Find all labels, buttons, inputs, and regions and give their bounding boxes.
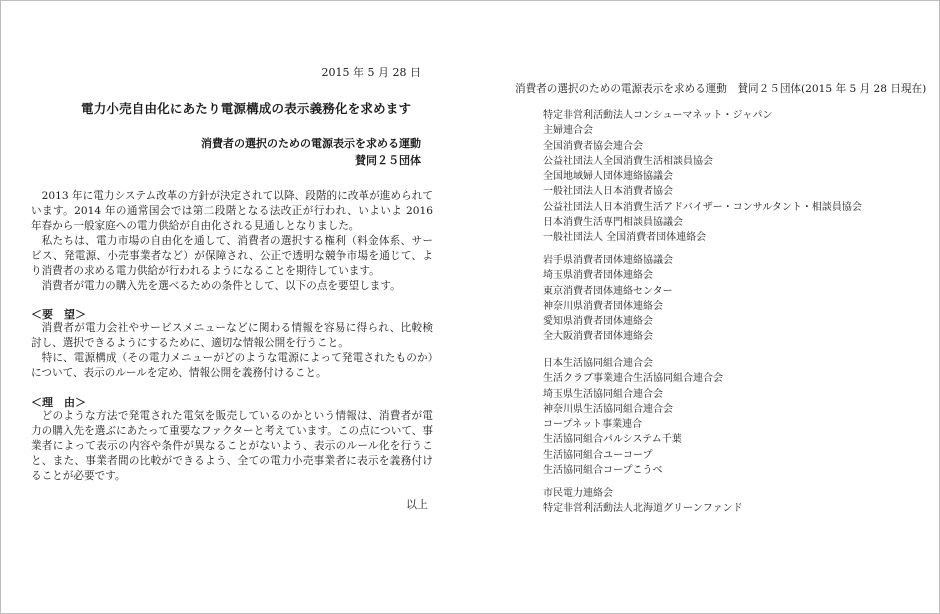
intro-paragraph: 消費者が電力の購入先を選べるための条件として、以下の点を要望します。 [41, 280, 401, 292]
request-paragraph: 特に、電源構成（その電力メニューがどのような電源によって発電されたものか）について、表示のルールを定め、情報公開を義務付けること。 [31, 352, 433, 379]
reason-paragraph: どのような方法で発電された電気を販売しているのかという情報は、消費者が電力の購入先を選ぶにあたって重要なファクターと考えています。この点について、事業者によって表示の内容や条件が異なることがないよう、表示のルール化を行うこと、また、事業者間の比較ができるよう、全ての電力小売事業者に表示を義務付けることが必要です。 [31, 410, 433, 482]
request-section [31, 321, 433, 381]
supporter-group-regional [543, 253, 673, 345]
supporter-item: 公益社団法人全国消費生活相談員協会 [543, 155, 713, 167]
issuer-block [201, 135, 421, 169]
supporters-heading: 消費者の選択のための電源表示を求める運動 賛同２５団体(2015 年 5 月 28 日現在) [515, 83, 927, 95]
supporter-group-national [543, 108, 862, 246]
supporter-item: 生活協同組合コープこうべ [543, 465, 663, 477]
request-heading: ＜要 望＞ [31, 308, 86, 321]
supporter-item: 生活協同組合ユーコープ [543, 449, 653, 461]
issuer-name: 消費者の選択のための電源表示を求める運動 [201, 137, 421, 150]
closing-mark: 以上 [406, 498, 428, 511]
left-page [1, 1, 471, 613]
supporter-item: 市民電力連絡会 [543, 488, 613, 499]
supporter-item: 埼玉県生活協同組合連合会 [543, 388, 663, 400]
supporter-item: 埼玉県消費者団体連絡会 [543, 270, 653, 282]
supporter-item: 主婦連合会 [543, 125, 593, 137]
supporter-item: 全大阪消費者団体連絡会 [543, 331, 653, 343]
supporter-group-energy [543, 486, 743, 517]
supporter-item: 特定非営利活動法人コンシューマネット・ジャパン [543, 110, 773, 121]
supporter-item: 一般社団法人 全国消費者団体連絡会 [543, 232, 707, 244]
supporter-item: 東京消費者団体連絡センター [543, 285, 673, 297]
supporter-item: 愛知県消費者団体連絡会 [543, 316, 653, 328]
intro-section [31, 189, 433, 294]
request-paragraph: 消費者が電力会社やサービスメニューなどに関わる情報を容易に得られ、比較検討し、選択できるようにするために、適切な情報公開を行うこと。 [31, 322, 433, 349]
supporter-item: 日本消費生活専門相談員協議会 [543, 217, 683, 229]
supporter-group-coop [543, 356, 723, 478]
issuer-count: 賛同２５団体 [355, 154, 421, 167]
reason-section [31, 409, 433, 484]
supporter-item: 生活クラブ事業連合生活協同組合連合会 [543, 373, 723, 385]
supporter-item: 神奈川県生活協同組合連合会 [543, 403, 673, 415]
supporter-item: 岩手県消費者団体連絡協議会 [543, 255, 673, 266]
supporter-item: 生活協同組合パルシステム千葉 [543, 434, 682, 446]
supporter-item: 全国消費者協会連合会 [543, 140, 643, 152]
right-page [471, 1, 939, 613]
reason-heading: ＜理 由＞ [31, 396, 86, 409]
supporter-item: コープネット事業連合 [543, 419, 643, 431]
supporter-item: 公益社団法人日本消費生活アドバイザー・コンサルタント・相談員協会 [543, 201, 862, 213]
supporter-item: 神奈川県消費者団体連絡会 [543, 300, 663, 312]
document-title: 電力小売自由化にあたり電源構成の表示義務化を求めます [81, 101, 412, 116]
intro-paragraph: 2013 年に電力システム改革の方針が決定されて以降、段階的に改革が進められています。2014 年の通常国会では第二段階となる法改正が行われ、いよいよ 2016 年春から一般家庭への電力供給が自由化される見通しとなりました。 [31, 190, 433, 232]
supporter-item: 一般社団法人日本消費者協会 [543, 186, 673, 198]
supporter-item: 特定非営利活動法人北海道グリーンファンド [543, 503, 743, 515]
supporter-item: 日本生活協同組合連合会 [543, 358, 653, 369]
supporter-item: 全国地域婦人団体連絡協議会 [543, 171, 673, 183]
intro-paragraph: 私たちは、電力市場の自由化を通して、消費者の選択する権利（料金体系、サービス、発電源、小売事業者など）が保障され、公正で透明な競争市場を通じて、より消費者の求める電力供給が行われるようになることを期待しています。 [31, 235, 433, 277]
document-date: 2015 年 5 月 28 日 [321, 66, 421, 79]
